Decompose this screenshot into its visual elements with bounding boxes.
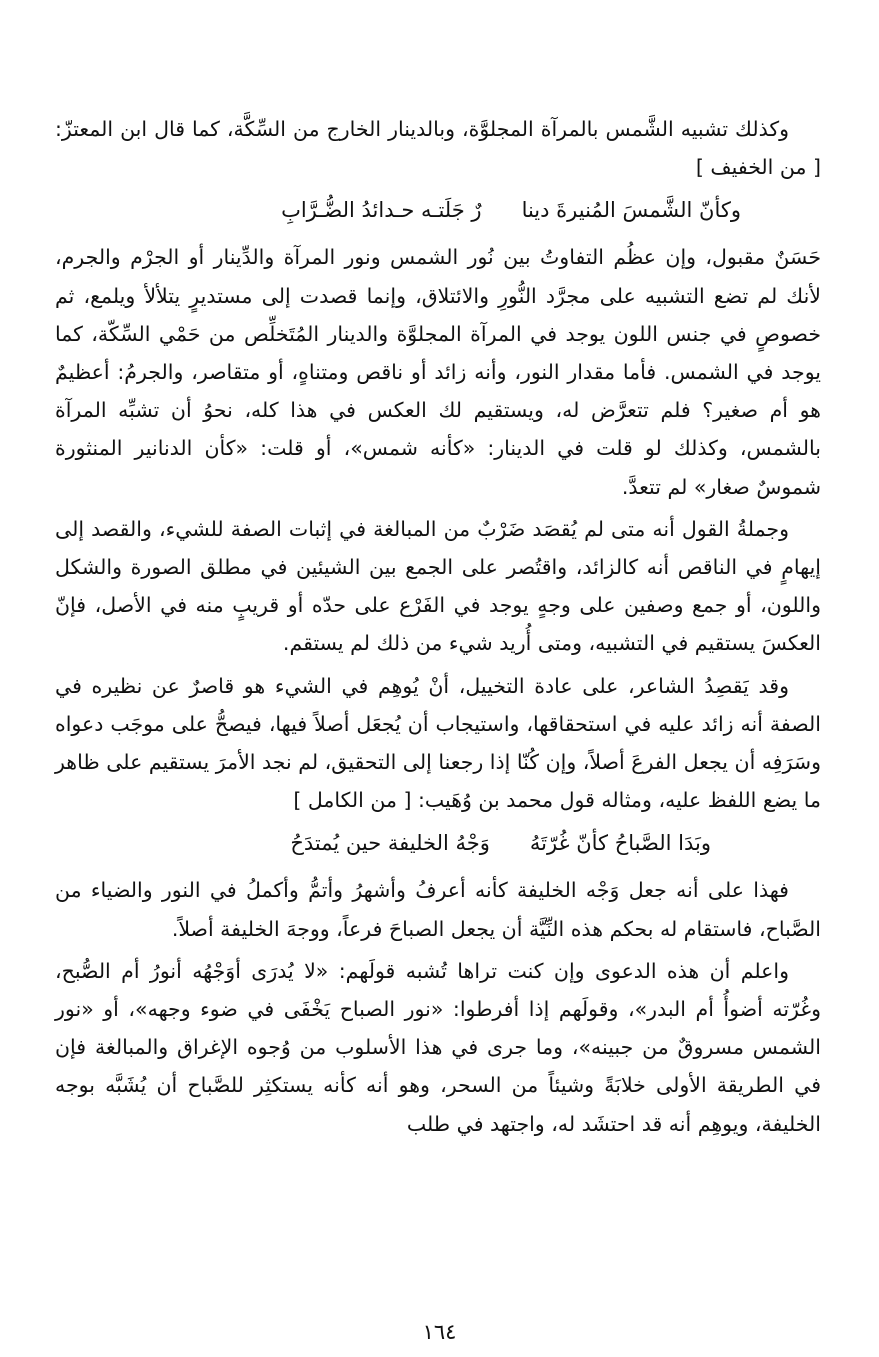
paragraph-2: حَسَنٌ مقبول، وإن عظُم التفاوتُ بين نُور الشمس ونور المرآة والدِّينار أو الجرْم والجرم، لأنك لم تضع التشبيه على مجرَّد النُّورِ والائتلاق، وإنما قصدت إلى مستديرٍ يتلألأ ويلمع، ثم خصوصٍ في جنس اللون يوجد في المرآة المجلوَّة والدينار المُتَخلِّص من حَمْي السِّكّة، كما يوجد في الشمس. فأما مقدار النور، وأنه زائد أو ناقص ومتناهٍ، أو متقاصر، والجرمُ: أعظيمٌ هو أم صغير؟ فلم تتعرَّض له، ويستقيم لك العكس في هذا كله، نحوُ أن تشبِّه المرآة بالشمس، وكذلك لو قلت في الدينار: «كأنه شمس»، أو قلت: «كأن الدنانير المنثورة شموسٌ صغار» لم تتعدَّ. [55, 245, 821, 499]
page-number: ١٦٤ [422, 1320, 457, 1344]
verse-second-hemistich: رٌ جَلَتـه حـدائدُ الضُّـرَّابِ [281, 198, 482, 223]
paragraph-6: واعلم أن هذه الدعوى وإن كنت تراها تُشبه قولَهم: «لا يُدرَى أوَجْهُه أنورُ أم الصُّبح، وغُرّته أضوأُ أم البدر»، وقولَهم إذا أفرطوا: «نور الصباح يَخْفَى في ضوء وجهه»، أو «نور الشمس مسروقٌ من جبينه»، وما جرى في هذا الأسلوب من وُجوه الإغراق والمبالغة فإن في الطريقة الأولى خلابَةً وشيئاً من السحر، وهو أنه كأنه يستكثِر للصَّباح أن يُشَبَّه بوجه الخليفة، ويوهِم أنه قد احتشَد له، واجتهد في طلب [55, 958, 821, 1136]
verse-first-hemistich: وكأنّ الشَّمسَ المُنيرةَ دينا [521, 198, 741, 223]
verse-muhammad-ibn-wuhayb [55, 823, 821, 863]
verse-ibn-al-mutazz [55, 190, 821, 230]
page-body [55, 110, 821, 1147]
verse-second-hemistich: وَجْهُ الخليفة حين يُمتدَحُ [290, 831, 490, 856]
verse-first-hemistich: وبَدَا الصَّباحُ كأنّ غُرّتَهُ [529, 831, 711, 856]
paragraph-4: وقد يَقصِدُ الشاعر، على عادة التخييل، أنْ يُوهِم في الشيء هو قاصرٌ عن نظيره في الصفة أنه زائد عليه في استحقاقها، واستيجاب أن يُجعَل أصلاً فيها، فيصحُّ على موجَب دعواه وسَرَفِه أن يجعل الفرعَ أصلاً، وإن كُنّا إذا رجعنا إلى التحقيق، لم نجد الأمرَ يستقيم على ظاهر ما يضع اللفظ عليه، ومثاله قول محمد بن وُهَيب: [ من الكامل ] [55, 673, 821, 813]
paragraph-5: فهذا على أنه جعل وَجْه الخليفة كأنه أعرفُ وأشهرُ وأتمُّ وأكملُ في النور والضياء من الصَّباح، فاستقام له بحكم هذه النِّيَّة أن يجعل الصباحَ فرعاً، ووجهَ الخليفة أصلاً. [55, 878, 821, 941]
paragraph-1: وكذلك تشبيه الشَّمس بالمرآة المجلوَّة، وبالدينار الخارج من السِّكَّة، كما قال ابن المعتزّ: [ من الخفيف ] [55, 117, 821, 180]
paragraph-3: وجملةُ القول أنه متى لم يُقصَد ضَرْبٌ من المبالغة في إثبات الصفة للشيء، والقصد إلى إيهامٍ في الناقص أنه كالزائد، واقتُصر على الجمع بين الشيئين في مطلق الصورة والشكل واللون، أو جمع وصفين على وجهٍ يوجد في الفَرْع على حدّه أو قريبٍ منه في الأصل، فإنّ العكسَ يستقيم في التشبيه، ومتى أُريد شيء من ذلك لم يستقم. [55, 516, 821, 656]
